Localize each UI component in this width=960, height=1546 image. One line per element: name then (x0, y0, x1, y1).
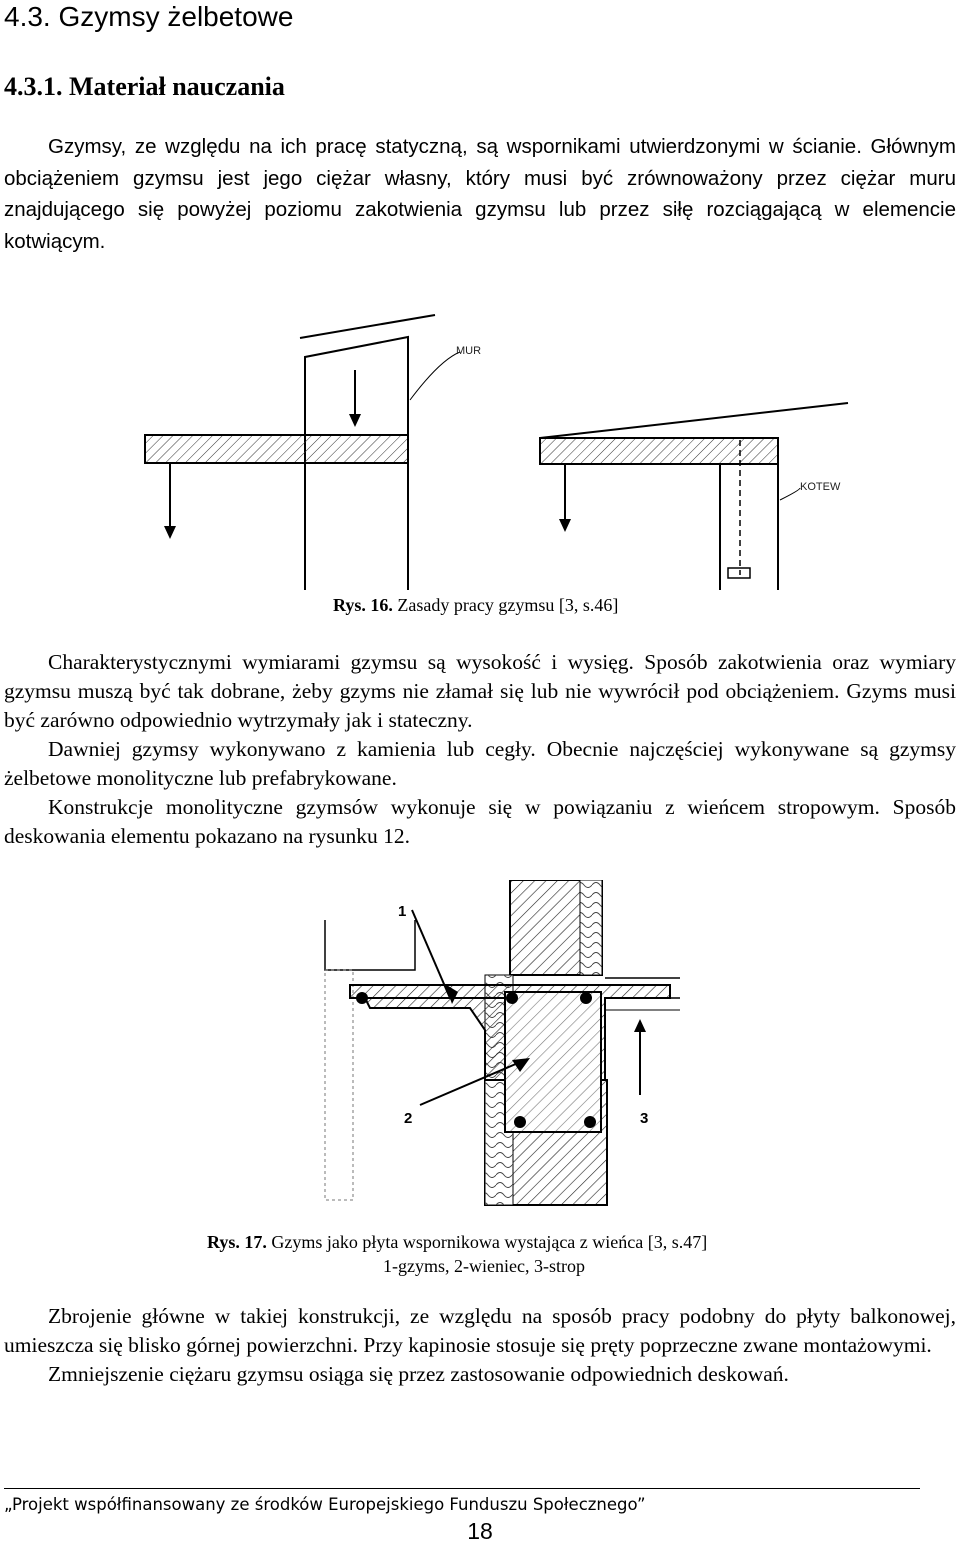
page-number: 18 (467, 1518, 493, 1544)
figure-16-drawing (140, 290, 865, 595)
figure-17-marker-3: 3 (640, 1110, 649, 1127)
paragraph-dimensions-1: Charakterystycznymi wymiarami gzymsu są wysokość i wysięg. Sposób zakotwienia oraz wymiary gzymsu muszą być tak dobrane, żeby gzyms nie złamał się lub nie wywrócił pod obciążeniem. Gzyms musi być zarówno odpowiednio wytrzymały jak i stateczny. (4, 650, 956, 732)
figure-17-drawing (320, 880, 680, 1210)
figure-17-marker-1: 1 (398, 903, 407, 920)
paragraph-reinforcement-2: Zmniejszenie ciężaru gzymsu osiąga się przez zastosowanie odpowiednich deskowań. (48, 1362, 789, 1386)
figure-16-caption-text: Zasady pracy gzymsu [3, s.46] (397, 595, 619, 615)
paragraph-dimensions-3: Konstrukcje monolityczne gzymsów wykonuje się w powiązaniu z wieńcem stropowym. Sposób deskowania elementu pokazano na rysunku 12. (4, 795, 956, 848)
footer-divider (4, 1488, 920, 1489)
footer-text: „Projekt współfinansowany ze środków Europejskiego Funduszu Społecznego” (4, 1495, 646, 1514)
section-title: 4.3. Gzymsy żelbetowe (4, 1, 294, 32)
figure-16-right-drawing (540, 403, 848, 590)
figure-17-caption-number: Rys. 17. (207, 1232, 267, 1252)
figure-17-legend: 1-gzyms, 2-wieniec, 3-strop (383, 1256, 585, 1276)
figure-17-caption-text: Gzyms jako płyta wspornikowa wystająca z wieńca [3, s.47] (271, 1232, 708, 1252)
figure-16-left-drawing (145, 315, 481, 590)
paragraph-reinforcement (4, 1302, 956, 1389)
figure-17-marker-2: 2 (404, 1110, 413, 1127)
figure-17-caption (207, 1230, 707, 1254)
subsection-title: 4.3.1. Materiał nauczania (4, 72, 285, 101)
label-mur: MUR (456, 345, 482, 357)
figure-16-caption (333, 593, 618, 617)
paragraph-dimensions (4, 648, 956, 851)
paragraph-reinforcement-1: Zbrojenie główne w takiej konstrukcji, ze względu na sposób pracy podobny do płyty balkonowej, umieszcza się blisko górnej powierzchni. Przy kapinosie stosuje się pręty poprzeczne zwane montażowymi. (4, 1304, 956, 1357)
paragraph-intro: Gzymsy, ze względu na ich pracę statyczną, są wspornikami utwierdzonymi w ścianie. Głównym obciążeniem gzymsu jest jego ciężar własny, który musi być zrównoważony przez ciężar muru znajdującego się powyżej poziomu zakotwienia gzymsu lub przez siłę rozciągającą w elemencie kotwiącym. (4, 135, 956, 253)
figure-16-caption-number: Rys. 16. (333, 595, 393, 615)
paragraph-dimensions-2: Dawniej gzymsy wykonywano z kamienia lub cegły. Obecnie najczęściej wykonywane są gzymsy żelbetowe monolityczne lub prefabrykowane. (4, 737, 956, 790)
label-kotew: KOTEW (800, 481, 841, 493)
